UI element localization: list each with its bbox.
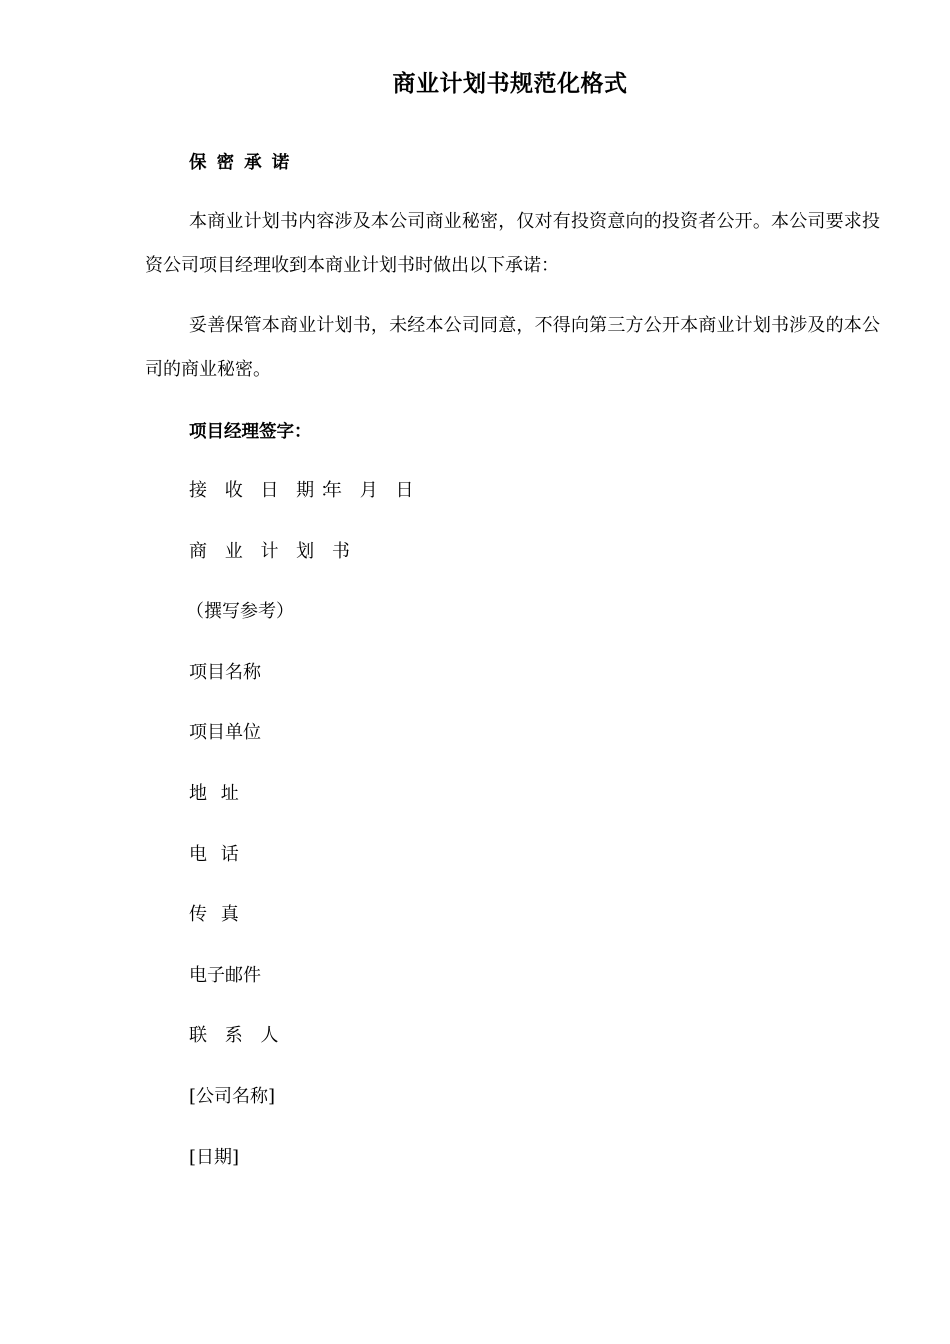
field-email: 电子邮件 [189,965,261,986]
field-contact: 联 系 人 [189,1025,285,1046]
cover-heading: 商 业 计 划 书 [189,541,356,562]
receive-date-label: 接 收 日 期： [189,480,345,501]
confidentiality-heading: 保 密 承 诺 [189,153,292,173]
field-company-name: [公司名称] [189,1086,276,1107]
receive-date-value: 年 月 日 [324,480,420,501]
field-project-unit: 项目单位 [189,722,261,743]
field-address: 地 址 [189,783,243,804]
field-phone: 电 话 [189,844,243,865]
field-project-name: 项目名称 [189,662,261,683]
document-title: 商业计划书规范化格式 [392,71,628,97]
confidentiality-paragraph-1: 本商业计划书内容涉及本公司商业秘密，仅对有投资意向的投资者公开。本公司要求投资公司项目经理收到本商业计划书时做出以下承诺： [145,211,880,276]
field-date: [日期] [189,1147,240,1168]
signature-label: 项目经理签字： [189,422,312,442]
cover-subheading: （撰写参考） [186,601,294,622]
confidentiality-paragraph-2: 妥善保管本商业计划书，未经本公司同意，不得向第三方公开本商业计划书涉及的本公司的商业秘密。 [145,315,880,380]
field-fax: 传 真 [189,904,243,925]
